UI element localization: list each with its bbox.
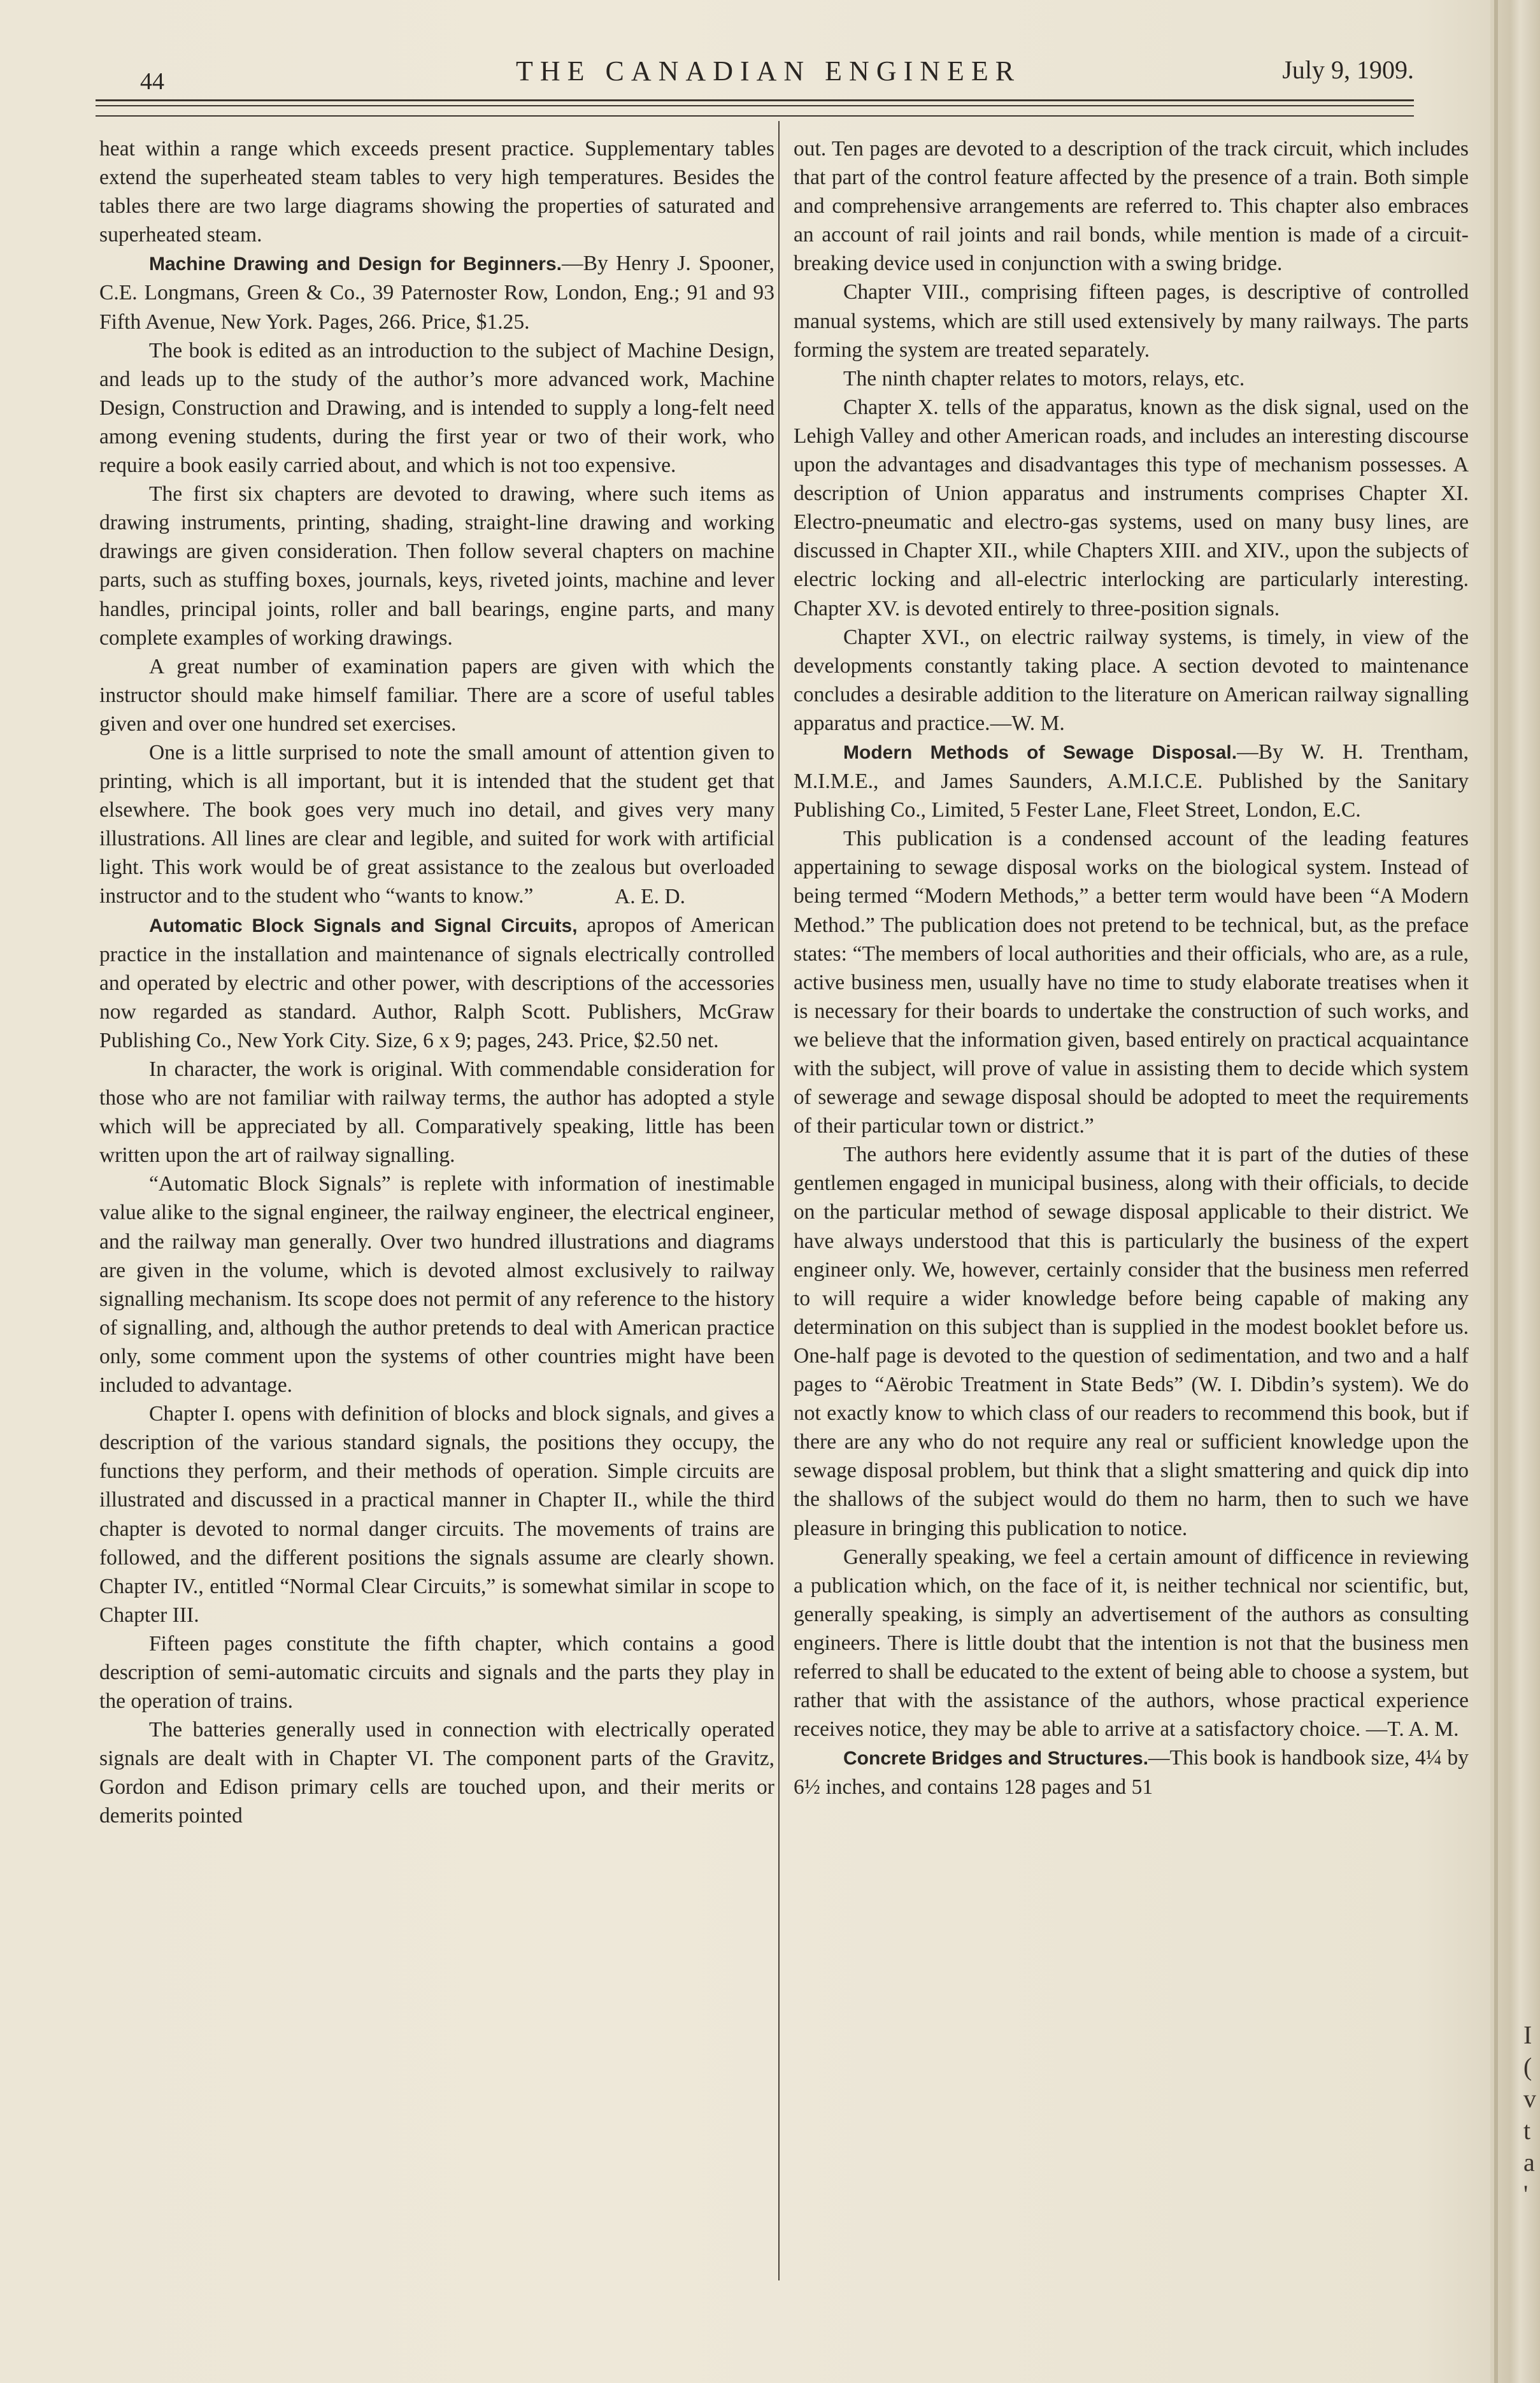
paragraph: The book is edited as an introduction to the subject of Machine Design, and leads up to the study of the author’s more advanced work, Machine Design, Construction and Drawing, and is intended to supply a long-felt need among evening students, during the first year or two of their work, who require a book easily carried about, and which is not too expensive. xyxy=(99,338,774,478)
paragraph: “Automatic Block Signals” is replete with information of inestimable value alike to the signal engineer, the railway engineer, the electrical engineer, and the railway man generally. Over two hundred illustrations and diagrams are given in the volume, which is devoted almost exclusively to railway signalling mechanism. Its scope does not permit of any reference to the history of signalling, and, although the author pretends to deal with American practice only, some comment upon the systems of other countries might have been included to advantage. xyxy=(99,1172,774,1398)
page-header xyxy=(96,55,1414,93)
review-title: Modern Methods of Sewage Disposal. xyxy=(843,741,1237,763)
paragraph: Chapter XVI., on electric railway systems, is timely, in view of the developments constantly taking place. A section devoted to maintenance concludes a desirable addition to the literature on American railway signalling apparatus and practice.—W. M. xyxy=(794,625,1469,735)
paragraph: The first six chapters are devoted to drawing, where such items as drawing instruments, printing, shading, straight-line drawing and working drawings are given consideration. Then follow several chapters on machine parts, such as stuffing boxes, journals, keys, riveted joints, machine and lever handles, principal joints, roller and ball bearings, engine parts, and many complete examples of working drawings. xyxy=(99,482,774,650)
review-title: Concrete Bridges and Structures. xyxy=(843,1748,1149,1770)
review-title: Automatic Block Signals and Signal Circuits, xyxy=(149,915,578,936)
paragraph: A great number of examination papers are given with which the instructor should make himself familiar. There are a score of useful tables given and over one hundred set exercises. xyxy=(99,654,774,736)
paragraph: Chapter I. opens with definition of blocks and block signals, and gives a description of the various standard signals, the positions they occupy, the functions they perform, and their methods of operation. Simple circuits are illustrated and discussed in a practical manner in Chapter II., while the third chapter is devoted to normal danger circuits. The movements of trains are followed, and the different positions the signals assume are clearly shown. Chapter IV., entitled “Normal Clear Circuits,” is somewhat similar in scope to Chapter III. xyxy=(99,1402,774,1627)
review-citation: —By W. H. Trentham, M.I.M.E., and James Saunders, A.M.I.C.E. Published by the Sanitary Publishing Co., Limited, 5 Fester Lane, Fleet Street, London, E.C. xyxy=(794,740,1469,822)
paragraph: One is a little surprised to note the small amount of attention given to printing, which is all important, but it is intended that the student get that elsewhere. The book goes very much ino detail, and gives very many illustrations. All lines are clear and legible, and suited for work with artificial light. This work would be of great assistance to the zealous but overloaded instructor and to the student who “wants to know.” xyxy=(99,740,774,908)
review-citation: —By Henry J. Spooner, C.E. Longmans, Green & Co., 39 Paternoster Row, London, Eng.; 91 and 93 Fifth Avenue, New York. Pages, 266. Price, $1.25. xyxy=(99,252,774,334)
left-column xyxy=(99,134,774,1831)
right-column xyxy=(794,134,1469,1801)
page-number: 44 xyxy=(140,68,164,95)
page-edge-line xyxy=(1494,0,1498,2383)
review-entry xyxy=(794,1743,1469,1801)
paragraph: Generally speaking, we feel a certain amount of difficence in reviewing a publication which, on the face of it, is neither technical nor scientific, but, generally speaking, is simply an advertisement of the authors as consulting engineers. There is little doubt that the intention is not that the business men referred to shall be educated to the extent of being able to choose a system, but rather that with the assistance of the authors, whose practical experience receives notice, they may be able to arrive at a satisfactory choice. —T. A. M. xyxy=(794,1545,1469,1742)
column-divider xyxy=(778,121,780,2280)
paragraph: Chapter VIII., comprising fifteen pages, is descriptive of controlled manual systems, which are still used extensively by many railways. The parts forming the system are treated separately. xyxy=(794,280,1469,362)
review-citation: apropos of American practice in the installation and maintenance of signals electrically controlled and operated by electric and other power, with descriptions of the accessories now regarded as standard. Author, Ralph Scott. Publishers, McGraw Publishing Co., New York City. Size, 6 x 9; pages, 243. Price, $2.50 net. xyxy=(99,913,774,1052)
review-entry xyxy=(99,911,774,1055)
paragraph: heat within a range which exceeds present practice. Supplementary tables extend the superheated steam tables to very high temperatures. Besides the tables there are two large diagrams showing the properties of saturated and superheated steam. xyxy=(99,137,774,247)
paragraph: The authors here evidently assume that it is part of the duties of these gentlemen engaged in municipal business, along with their officials, to decide on the particular method of sewage disposal applicable to their district. We have always understood that this is particularly the business of the expert engineer only. We, however, certainly consider that the business men referred to will require a wider knowledge before being capable of making any determination on this subject than is supplied in the modest booklet before us. One-half page is devoted to the question of sedimentation, and two and a half pages to “Aërobic Treatment in State Beds” (W. I. Dibdin’s system). We do not exactly know to which class of our readers to recommend this book, but if there are any who do not require any real or sufficient knowledge upon the sewage disposal problem, but think that a slight smattering and quick dip into the shallows of the subject would do them no harm, then to such we have pleasure in bringing this publication to notice. xyxy=(794,1143,1469,1540)
paragraph: Chapter X. tells of the apparatus, known as the disk signal, used on the Lehigh Valley and other American roads, and includes an interesting discourse upon the advantages and disadvantages this type of mechanism possesses. A description of Union apparatus and instruments comprises Chapter XI. Electro-pneumatic and electro-gas systems, used on many busy lines, are discussed in Chapter XII., while Chapters XIII. and XIV., upon the subjects of electric locking and all-electric interlocking are particularly interesting. Chapter XV. is devoted entirely to three-position signals. xyxy=(794,395,1469,620)
paragraph: The ninth chapter relates to motors, relays, etc. xyxy=(843,366,1245,390)
review-entry xyxy=(99,249,774,336)
paragraph: out. Ten pages are devoted to a description of the track circuit, which includes that part of the control feature affected by the presence of a train. Both simple and comprehensive arrangements are referred to. This chapter also embraces an account of rail joints and rail bonds, while mention is made of a circuit-breaking device used in conjunction with a swing bridge. xyxy=(794,137,1469,276)
header-rule xyxy=(96,105,1414,106)
reviewer-signature: A. E. D. xyxy=(615,884,685,908)
header-rule xyxy=(96,99,1414,101)
paragraph: This publication is a condensed account of the leading features appertaining to sewage disposal works on the biological system. Instead of being termed “Modern Methods,” a better term would have been “A Modern Method.” The publication does not pretend to be technical, but, as the preface states: “The members of local authorities and their officials, who are, as a rule, active business men, usually have no time to study elaborate treatises when it is necessary for their boards to undertake the construction of such works, and we believe that the information given, based entirely on practical acquaintance with the subject, will prove of value in assisting them to decide which system of sewerage and sewage disposal should be adopted to meet the requirements of their particular town or district.” xyxy=(794,827,1469,1138)
header-rule xyxy=(96,115,1414,117)
paragraph: In character, the work is original. With commendable consideration for those who are not familiar with railway terms, the author has adopted a style which will be appreciated by all. Comparatively speaking, little has been written upon the art of railway signalling. xyxy=(99,1057,774,1168)
review-title: Machine Drawing and Design for Beginners. xyxy=(149,254,562,275)
review-citation: —This book is handbook size, 4¼ by 6½ inches, and contains 128 pages and 51 xyxy=(794,1746,1469,1800)
adjacent-page-fragment: I ( v t a ' xyxy=(1523,2021,1536,2208)
review-entry xyxy=(794,738,1469,824)
paragraph: Fifteen pages constitute the fifth chapter, which contains a good description of semi-automatic circuits and signals and the parts they play in the operation of trains. xyxy=(99,1631,774,1714)
journal-title: THE CANADIAN ENGINEER xyxy=(516,55,1022,87)
paragraph: The batteries generally used in connection with electrically operated signals are dealt with in Chapter VI. The component parts of the Gravitz, Gordon and Edison primary cells are touched upon, and their merits or demerits pointed xyxy=(99,1718,774,1828)
issue-date: July 9, 1909. xyxy=(1282,55,1414,84)
